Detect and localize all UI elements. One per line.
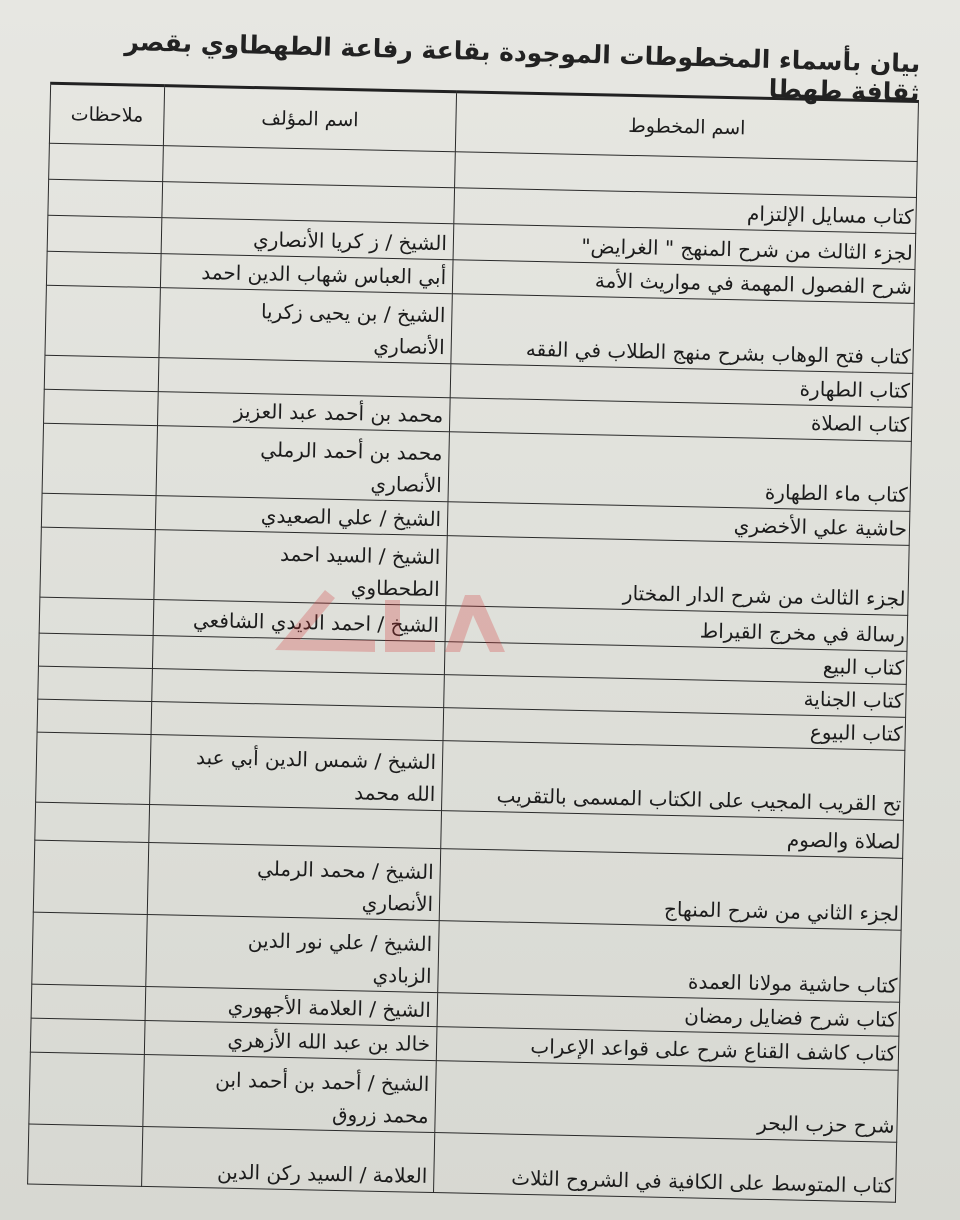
notes-cell <box>48 179 163 217</box>
manuscript-cell: كتاب فتح الوهاب بشرح منهج الطلاب في الفقه <box>451 294 914 374</box>
manuscripts-table-container <box>27 82 920 1220</box>
author-cell: محمد بن أحمد عبد العزيز <box>158 392 451 432</box>
author-cell: الشيخ / علي نور الدين الزبادي <box>146 914 439 992</box>
manuscript-cell: لجزء الثالث من شرح الدار المختار <box>446 536 909 616</box>
manuscript-cell: كتاب حاشية مولانا العمدة <box>438 921 901 1003</box>
author-cell: الشيخ / العلامة الأجهوري <box>145 986 438 1026</box>
notes-cell <box>39 597 154 635</box>
notes-cell <box>36 732 151 804</box>
notes-cell <box>44 355 159 391</box>
notes-cell <box>46 251 161 287</box>
header-notes: ملاحظات <box>49 83 164 145</box>
author-cell: الشيخ / احمد الديدي الشافعي <box>153 600 446 642</box>
author-cell: الشيخ / علي الصعيدي <box>155 496 448 536</box>
author-cell <box>149 805 442 849</box>
manuscript-cell: رسالة في مخرج القيراط <box>445 606 908 652</box>
notes-cell <box>38 666 153 701</box>
notes-cell <box>40 527 155 599</box>
table-body <box>28 143 918 1202</box>
manuscript-cell: كتاب الجناية <box>444 675 907 718</box>
author-cell: الشيخ / بن يحيى زكريا الأنصاري <box>159 288 452 364</box>
notes-cell <box>35 802 150 842</box>
manuscript-cell: كتاب الطهارة <box>450 364 913 408</box>
author-cell <box>163 146 456 188</box>
author-cell: الشيخ / السيد احمد الطحطاوي <box>154 530 447 606</box>
manuscripts-table <box>27 82 919 1203</box>
manuscript-cell: كتاب البيوع <box>443 708 906 751</box>
notes-cell <box>32 912 147 986</box>
notes-cell <box>45 285 160 357</box>
manuscript-cell: لصلاة والصوم <box>441 811 904 859</box>
author-cell: الشيخ / أحمد بن أحمد ابن محمد زروق <box>143 1054 436 1132</box>
notes-cell <box>41 493 156 529</box>
author-cell: أبي العباس شهاب الدين احمد <box>160 254 453 294</box>
notes-cell <box>28 1124 143 1186</box>
document-title: بيان بأسماء المخطوطات الموجودة بقاعة رفاعة الطهطاوي بقصر ثقافة طهطا <box>124 26 921 108</box>
manuscript-cell: شرح حزب البحر <box>435 1061 898 1143</box>
notes-cell <box>37 699 152 734</box>
author-cell: الشيخ / محمد الرملي الأنصاري <box>147 843 440 921</box>
notes-cell <box>29 1052 144 1126</box>
manuscript-cell: كتاب ماء الطهارة <box>448 432 911 512</box>
manuscript-cell: حاشية علي الأخضري <box>447 502 910 546</box>
manuscript-cell: كتاب كاشف القناع شرح على قواعد الإعراب <box>436 1027 899 1071</box>
manuscript-cell: كتاب الصلاة <box>449 398 912 442</box>
author-cell: محمد بن أحمد الرملي الأنصاري <box>156 426 449 502</box>
header-manuscript: اسم المخطوط <box>455 92 918 162</box>
manuscript-cell: كتاب المتوسط على الكافية في الشروح الثلاث <box>434 1133 897 1203</box>
author-cell: العلامة / السيد ركن الدين <box>142 1126 435 1192</box>
notes-cell <box>44 389 159 425</box>
notes-cell <box>47 215 162 253</box>
manuscript-cell: شرح الفصول المهمة في مواريث الأمة <box>452 260 915 304</box>
notes-cell <box>31 984 146 1020</box>
author-cell <box>162 182 455 224</box>
manuscript-cell: تح القريب المجيب على الكتاب المسمى بالتقريب <box>442 741 905 821</box>
manuscript-cell: لجزء الثاني من شرح المنهاج <box>439 849 902 931</box>
notes-cell <box>38 633 153 668</box>
notes-cell <box>30 1018 145 1054</box>
notes-cell <box>42 423 157 495</box>
header-author: اسم المؤلف <box>163 86 456 152</box>
manuscript-cell: كتاب شرح فضايل رمضان <box>437 993 900 1037</box>
author-cell: الشيخ / ز كريا الأنصاري <box>161 218 454 260</box>
manuscript-cell: لجزء الثالث من شرح المنهج " الغرايض" <box>453 224 916 270</box>
author-cell: خالد بن عبد الله الأزهري <box>144 1020 437 1060</box>
author-cell: الشيخ / شمس الدين أبي عبد الله محمد <box>150 735 443 811</box>
manuscript-cell: كتاب البيع <box>444 642 907 685</box>
notes-cell <box>33 840 148 914</box>
notes-cell <box>49 143 164 181</box>
manuscript-cell: كتاب مسايل الإلتزام <box>454 188 917 234</box>
